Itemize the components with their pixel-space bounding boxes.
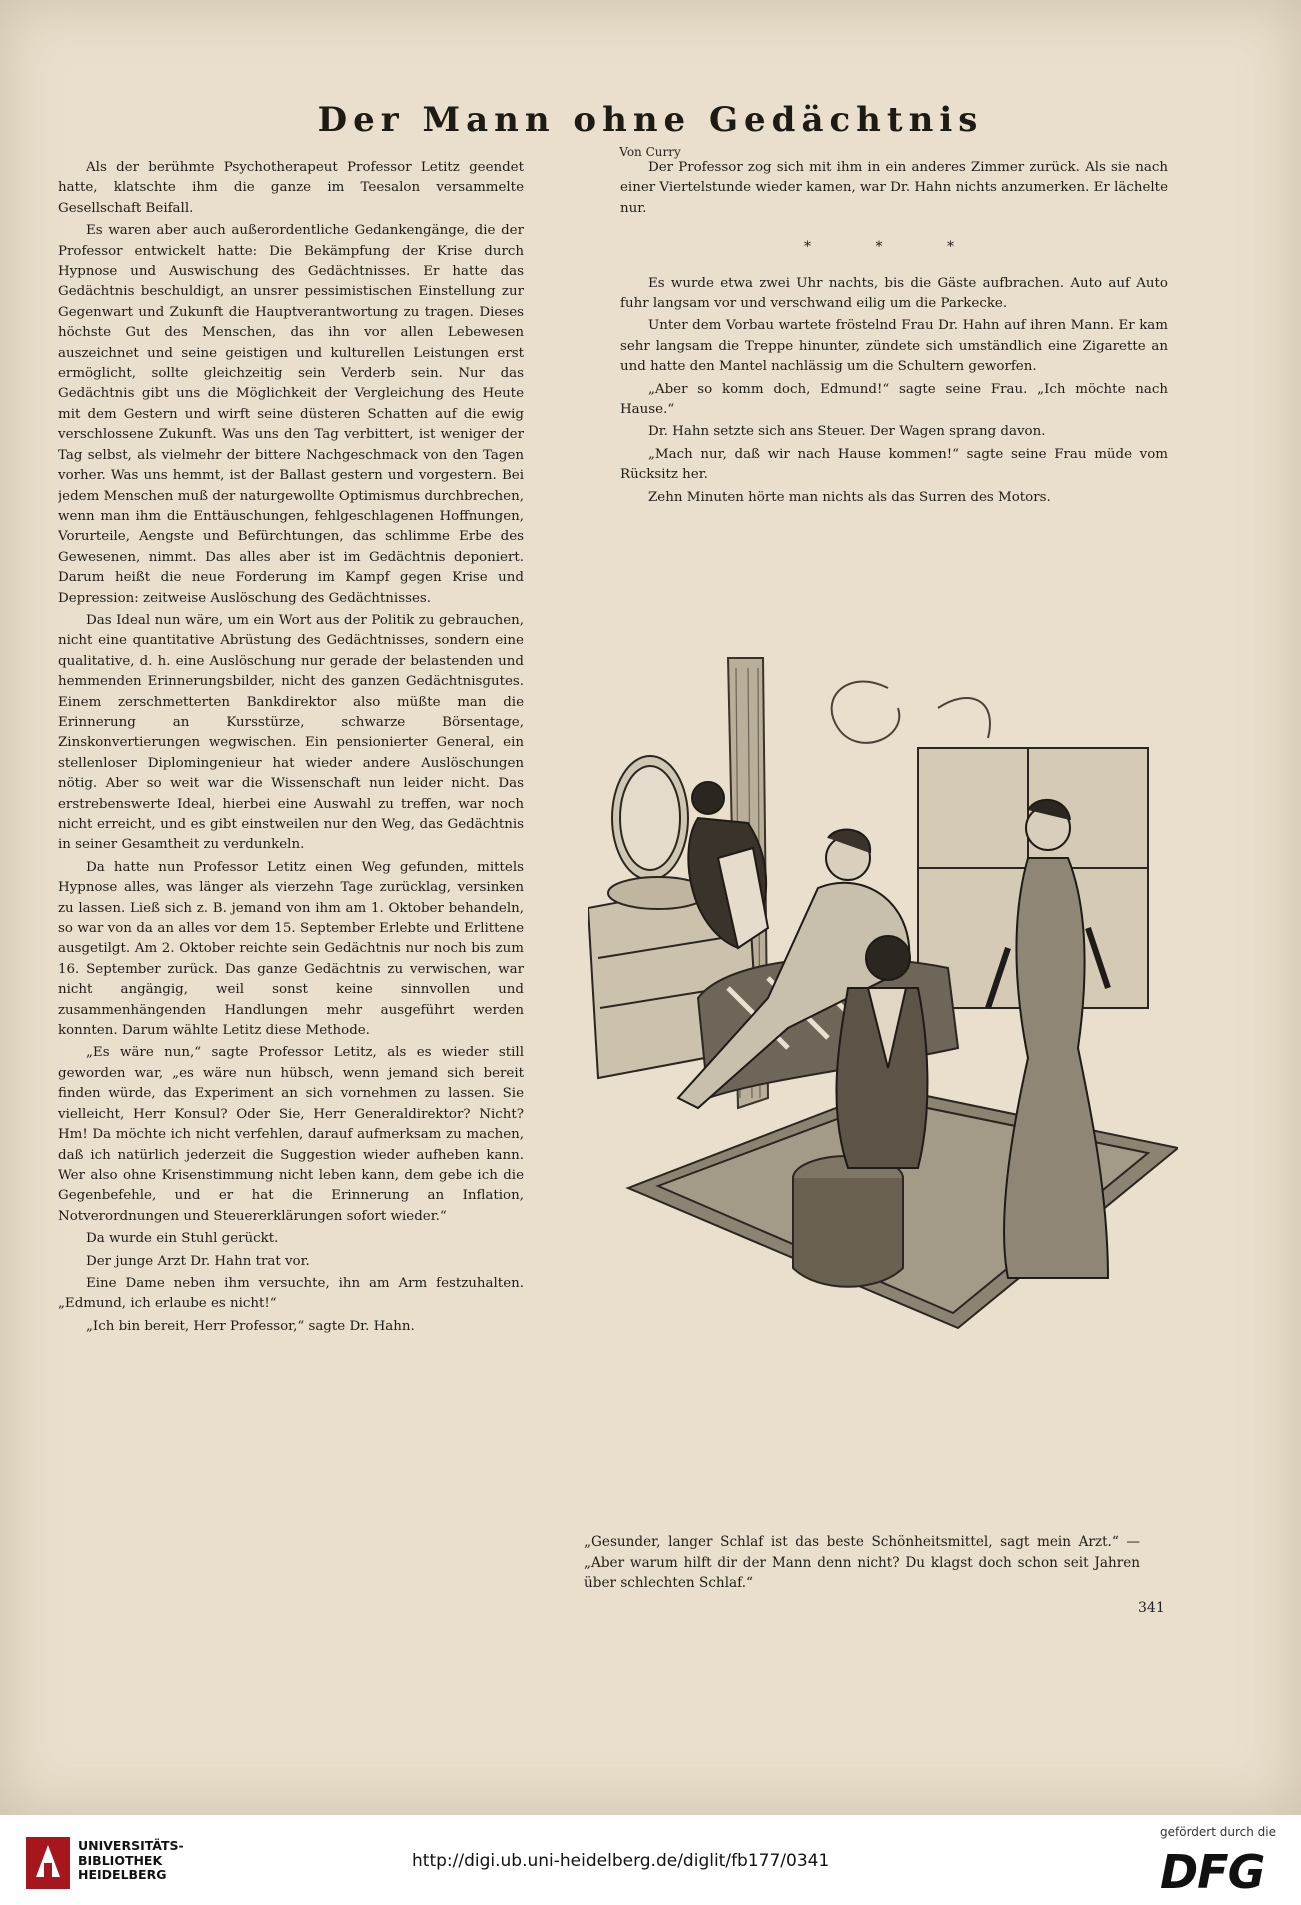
left-column-paragraph: Es waren aber auch außerordentliche Gedankengänge, die der Professor entwickelt hatte: Die Bekämpfung der Krise durch Hypnose und Auswischung des Gedächtnisses. Er hatte das Gedächtnis beschuldigt, an unsrer pessimistischen Einstellung zur Gegenwart und Zukunft die Hauptverantwortung zu tragen. Dieses höchste Gut des Menschen, das ihn vor allen Lebewesen auszeichnet und seine geistigen und kulturellen Leistungen erst ermöglicht, sollte gleichzeitig sein Verderb sein. Nur das Gedächtnis gibt uns die Möglichkeit der Vergleichung des Heute mit dem Gestern und wirft seine düsteren Schatten auf die ewig verschlossene Zukunft. Was uns den Tag verbittert, ist weniger der Tag selbst, als vielmehr der bittere Nachgeschmack von den Tagen vorher. Was uns hemmt, ist der Ballast gestern und vorgestern. Bei jedem Menschen muß der naturgewollte Optimismus durchbrechen, wenn man ihm die Enttäuschungen, fehlgeschlagenen Hoffnungen, Vorurteile, Aengste und Befürchtungen, das schlimme Erbe des Gewesenen, nimmt. Das alles aber ist im Gedächtnis deponiert. Darum heißt die neue Forderung im Kampf gegen Krise und Depression: zeitweise Auslöschung des Gedächtnisses. [58,223,524,606]
left-column-paragraph: Da hatte nun Professor Letitz einen Weg gefunden, mittels Hypnose alles, was länger als vierzehn Tage zurücklag, versinken zu lassen. Ließ sich z. B. jemand von ihm am 1. Oktober behandeln, so war von da an alles vor dem 15. September Erlebte und Erlittene ausgetilgt. Am 2. Oktober reichte sein Gedächtnis nur noch bis zum 16. September zurück. Das ganze Gedächtnis zu verwischen, war nicht angängig, weil sonst keine sinnvollen und zusammenhängenden Handlungen mehr ausgeführt werden konnten. Darum wählte Letitz diese Methode. [58,859,524,1039]
article-title: Der Mann ohne Gedächtnis [317,100,984,140]
left-column-paragraph: Als der berühmte Psychotherapeut Professor Letitz geendet hatte, klatschte ihm die ganze im Teesalon versammelte Gesellschaft Beifall. [58,160,524,216]
institution-name [78,1839,184,1883]
right-column-paragraph: „Mach nur, daß wir nach Hause kommen!“ sagte seine Frau müde vom Rücksitz her. [620,446,1168,483]
right-column-paragraph: Zehn Minuten hörte man nichts als das Surren des Motors. [648,489,1051,505]
university-seal-icon [26,1837,70,1889]
right-column-part-a [620,158,1168,219]
funding-label: gefördert durch die [1160,1825,1276,1839]
footer-bar [0,1815,1301,1905]
illustration-caption [584,1532,1140,1596]
right-column-part-b [620,274,1168,508]
institution-line-1: UNIVERSITÄTS- [78,1838,184,1853]
left-column-paragraph: „Es wäre nun,“ sagte Professor Letitz, als es wieder still geworden war, „es wäre nun hübsch, wenn jemand sich bereit finden würde, das Experiment an sich vornehmen zu lassen. Sie vielleicht, Herr Konsul? Oder Sie, Herr Generaldirektor? Nicht? Hm! Da möchte ich nicht verfehlen, darauf aufmerksam zu machen, daß ich natürlich jederzeit die Suggestion wieder aufheben kann. Wer also ohne Krisenstimmung nicht leben kann, dem gebe ich die Gegenbefehle, und er hat die Erinnerung an Inflation, Notverordnungen und Steuererklärungen sofort wieder.“ [58,1045,524,1224]
left-column [58,158,524,1608]
left-column-paragraph: Da wurde ein Stuhl gerückt. [86,1231,279,1247]
left-column-paragraph: „Ich bin bereit, Herr Professor,“ sagte Dr. Hahn. [86,1318,415,1334]
left-column-paragraph: Der junge Arzt Dr. Hahn trat vor. [86,1253,310,1269]
left-column-paragraph: Eine Dame neben ihm versuchte, ihn am Arm festzuhalten. „Edmund, ich erlaube es nicht!“ [58,1275,524,1312]
permalink-url[interactable]: http://digi.ub.uni-heidelberg.de/diglit/fb177/0341 [412,1851,830,1871]
institution-line-2: BIBLIOTHEK [78,1852,163,1868]
institution-line-3: HEIDELBERG [78,1867,167,1882]
right-column-paragraph: Es wurde etwa zwei Uhr nachts, bis die Gäste aufbrachen. Auto auf Auto fuhr langsam vor und verschwand eilig um die Parkecke. [620,275,1168,312]
right-column-paragraph: Unter dem Vorbau wartete fröstelnd Frau Dr. Hahn auf ihren Mann. Er kam sehr langsam die Treppe hinunter, zündete sich umständlich eine Zigarette an und hatte den Mantel nachlässig um die Schultern geworfen. [620,318,1168,375]
article-byline: Von Curry [619,145,681,159]
dfg-logo: DFG [1160,1845,1265,1899]
right-column [620,158,1168,510]
illustration [588,628,1178,1358]
page-number: 341 [1138,1600,1165,1616]
section-separator: * * * [804,239,984,256]
right-column-paragraph: Der Professor zog sich mit ihm in ein anderes Zimmer zurück. Als sie nach einer Viertelstunde wieder kamen, war Dr. Hahn nichts anzumerken. Er lächelte nur. [620,160,1168,216]
right-column-paragraph: „Aber so komm doch, Edmund!“ sagte seine Frau. „Ich möchte nach Hause.“ [620,381,1168,418]
left-column-paragraph: Das Ideal nun wäre, um ein Wort aus der Politik zu gebrauchen, nicht eine quantitative Abrüstung des Gedächtnisses, sondern eine qualitative, d. h. eine Auslöschung nur gerade der belastenden und hemmenden Erinnerungsbilder, nicht des ganzen Gedächtnisgutes. Einem zerschmetterten Bankdirektor also müßte man die Erinnerung an Kursstürze, schwarze Börsentage, Zinskonvertierungen wegwischen. Ein pensionierter General, ein stellenloser Diplomingenieur hat wieder andere Auslöschungen nötig. Aber so weit war die Wissenschaft nun leider nicht. Das erstrebenswerte Ideal, hierbei eine Auswahl zu treffen, war noch nicht erreicht, und es gibt einstweilen nur den Weg, das Gedächtnis in seiner Gesamtheit zu verdunkeln. [58,612,524,853]
caption-text: „Gesunder, langer Schlaf ist das beste Schönheitsmittel, sagt mein Arzt.“ — „Aber warum hilft dir der Mann denn nicht? Du klagst doch schon seit Jahren über schlechten Schlaf.“ [584,1534,1140,1592]
right-column-paragraph: Dr. Hahn setzte sich ans Steuer. Der Wagen sprang davon. [648,424,1046,440]
